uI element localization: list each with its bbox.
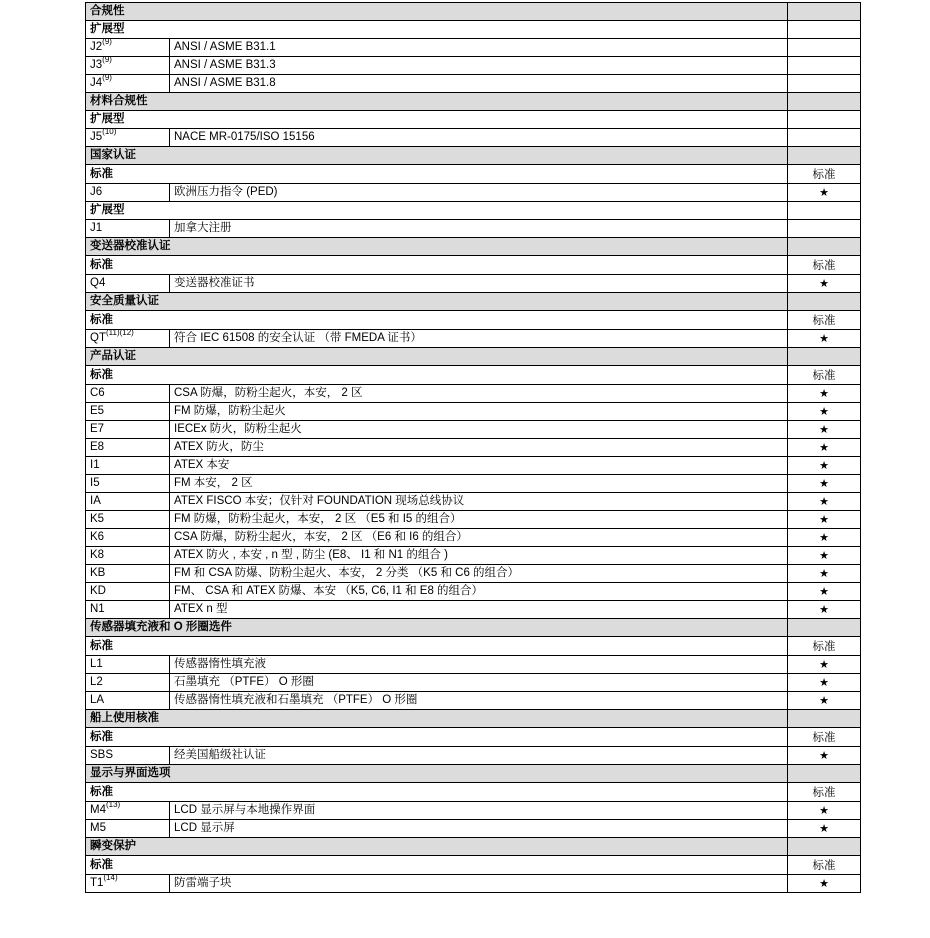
option-code-cell	[86, 457, 170, 475]
group-standard-label: 标准	[788, 165, 861, 184]
table-row	[86, 875, 861, 893]
option-code-cell	[86, 692, 170, 710]
option-description: 欧洲压力指令 (PED)	[170, 184, 788, 202]
option-description: ANSI / ASME B31.3	[170, 57, 788, 75]
group-label: 标准	[86, 165, 788, 184]
option-description: NACE MR-0175/ISO 15156	[170, 129, 788, 147]
option-description: 传感器惰性填充液	[170, 656, 788, 674]
standard-star-icon: ★	[788, 583, 861, 601]
option-description: IECEx 防火，防粉尘起火	[170, 421, 788, 439]
option-code-cell	[86, 511, 170, 529]
table-row	[86, 220, 861, 238]
footnote-ref: (9)	[102, 38, 112, 47]
group-header-row	[86, 111, 861, 129]
group-standard-label: 标准	[788, 256, 861, 275]
option-code: I1	[90, 459, 100, 471]
option-description: ATEX n 型	[170, 601, 788, 619]
option-code: J3	[90, 59, 103, 71]
standard-star-icon: ★	[788, 511, 861, 529]
option-code: M4	[90, 804, 106, 816]
option-code-cell	[86, 439, 170, 457]
option-code-cell	[86, 583, 170, 601]
option-code: KD	[90, 585, 106, 597]
option-code-cell	[86, 802, 170, 820]
empty-standard-cell	[788, 39, 861, 57]
section-spacer-cell	[788, 93, 861, 111]
option-code: QT	[90, 332, 106, 344]
group-label: 标准	[86, 311, 788, 330]
option-description: ATEX 防火 , 本安 , n 型 , 防尘 (E8、 I1 和 N1 的组合 )	[170, 547, 788, 565]
option-description: LCD 显示屏	[170, 820, 788, 838]
group-header-row	[86, 637, 861, 656]
group-header-row	[86, 165, 861, 184]
section-title: 安全质量认证	[86, 293, 788, 311]
option-code: K8	[90, 549, 105, 561]
table-row	[86, 493, 861, 511]
option-description: ANSI / ASME B31.8	[170, 75, 788, 93]
option-code: Q4	[90, 277, 106, 289]
option-code-cell	[86, 475, 170, 493]
option-code: IA	[90, 495, 101, 507]
option-code-cell	[86, 820, 170, 838]
section-header-row	[86, 3, 861, 21]
option-code-cell	[86, 421, 170, 439]
standard-star-icon: ★	[788, 747, 861, 765]
group-header-row	[86, 256, 861, 275]
option-code-cell	[86, 565, 170, 583]
table-row	[86, 656, 861, 674]
standard-star-icon: ★	[788, 330, 861, 348]
table-row	[86, 57, 861, 75]
table-row	[86, 802, 861, 820]
group-label: 扩展型	[86, 21, 788, 39]
standard-star-icon: ★	[788, 385, 861, 403]
option-code-cell	[86, 330, 170, 348]
table-row	[86, 529, 861, 547]
option-description: ANSI / ASME B31.1	[170, 39, 788, 57]
standard-star-icon: ★	[788, 493, 861, 511]
group-label: 标准	[86, 366, 788, 385]
option-code: LA	[90, 694, 105, 706]
option-code-cell	[86, 385, 170, 403]
section-spacer-cell	[788, 765, 861, 783]
option-code: J6	[90, 186, 103, 198]
section-spacer-cell	[788, 238, 861, 256]
group-label: 标准	[86, 256, 788, 275]
standard-star-icon: ★	[788, 565, 861, 583]
group-standard-label: 标准	[788, 311, 861, 330]
option-description: 变送器校准证书	[170, 275, 788, 293]
group-label: 扩展型	[86, 202, 788, 220]
option-code-cell	[86, 547, 170, 565]
option-description: ATEX FISCO 本安；仅针对 FOUNDATION 现场总线协议	[170, 493, 788, 511]
table-row	[86, 747, 861, 765]
option-code: E7	[90, 423, 105, 435]
group-standard-label	[788, 21, 861, 39]
section-spacer-cell	[788, 619, 861, 637]
option-code-cell	[86, 747, 170, 765]
section-title: 国家认证	[86, 147, 788, 165]
ordering-options-table	[85, 2, 860, 893]
section-spacer-cell	[788, 838, 861, 856]
group-header-row	[86, 366, 861, 385]
table-row	[86, 184, 861, 202]
section-spacer-cell	[788, 293, 861, 311]
option-code: M5	[90, 822, 106, 834]
table-row	[86, 547, 861, 565]
option-code-cell	[86, 129, 170, 147]
group-label: 标准	[86, 856, 788, 875]
footnote-ref: (10)	[102, 128, 117, 137]
standard-star-icon: ★	[788, 674, 861, 692]
standard-star-icon: ★	[788, 601, 861, 619]
section-title: 变送器校准认证	[86, 238, 788, 256]
section-title: 瞬变保护	[86, 838, 788, 856]
option-description: FM 防爆，防粉尘起火，本安， 2 区 （E5 和 I5 的组合）	[170, 511, 788, 529]
footnote-ref: (14)	[103, 874, 118, 883]
section-header-row	[86, 93, 861, 111]
standard-star-icon: ★	[788, 475, 861, 493]
group-label: 标准	[86, 783, 788, 802]
option-code: J1	[90, 222, 103, 234]
footnote-ref: (9)	[102, 56, 112, 65]
option-code: E5	[90, 405, 105, 417]
options-table	[85, 2, 861, 893]
option-code-cell	[86, 529, 170, 547]
standard-star-icon: ★	[788, 875, 861, 893]
section-header-row	[86, 710, 861, 728]
option-code: L1	[90, 658, 103, 670]
table-row	[86, 583, 861, 601]
option-description: ATEX 本安	[170, 457, 788, 475]
table-row	[86, 820, 861, 838]
section-spacer-cell	[788, 348, 861, 366]
standard-star-icon: ★	[788, 275, 861, 293]
option-code: J5	[90, 131, 103, 143]
standard-star-icon: ★	[788, 820, 861, 838]
options-table-body	[86, 3, 861, 893]
section-title: 产品认证	[86, 348, 788, 366]
option-code-cell	[86, 39, 170, 57]
standard-star-icon: ★	[788, 403, 861, 421]
option-code: C6	[90, 387, 105, 399]
option-code-cell	[86, 601, 170, 619]
group-standard-label	[788, 111, 861, 129]
group-header-row	[86, 311, 861, 330]
section-header-row	[86, 619, 861, 637]
section-title: 船上使用核准	[86, 710, 788, 728]
footnote-ref: (13)	[105, 801, 121, 810]
option-description: 经美国船级社认证	[170, 747, 788, 765]
footnote-ref: (9)	[102, 74, 112, 83]
standard-star-icon: ★	[788, 457, 861, 475]
standard-star-icon: ★	[788, 547, 861, 565]
option-code-cell	[86, 493, 170, 511]
section-spacer-cell	[788, 147, 861, 165]
standard-star-icon: ★	[788, 692, 861, 710]
group-header-row	[86, 21, 861, 39]
option-code-cell	[86, 220, 170, 238]
option-code-cell	[86, 75, 170, 93]
option-code: N1	[90, 603, 105, 615]
group-standard-label: 标准	[788, 783, 861, 802]
standard-star-icon: ★	[788, 529, 861, 547]
group-standard-label: 标准	[788, 856, 861, 875]
table-row	[86, 129, 861, 147]
option-description: CSA 防爆，防粉尘起火，本安， 2 区 （E6 和 I6 的组合）	[170, 529, 788, 547]
section-header-row	[86, 147, 861, 165]
option-code: SBS	[90, 749, 114, 761]
group-label: 标准	[86, 728, 788, 747]
standard-star-icon: ★	[788, 802, 861, 820]
option-description: 传感器惰性填充液和石墨填充 （PTFE） O 形圈	[170, 692, 788, 710]
option-code: T1	[90, 877, 104, 889]
section-header-row	[86, 838, 861, 856]
section-title: 合规性	[86, 3, 788, 21]
option-code: J2	[90, 41, 103, 53]
option-code-cell	[86, 57, 170, 75]
option-description: FM 和 CSA 防爆、防粉尘起火、本安， 2 分类 （K5 和 C6 的组合）	[170, 565, 788, 583]
empty-standard-cell	[788, 75, 861, 93]
option-description: ATEX 防火，防尘	[170, 439, 788, 457]
option-description: 防雷端子块	[170, 875, 788, 893]
standard-star-icon: ★	[788, 421, 861, 439]
group-header-row	[86, 856, 861, 875]
option-description: 符合 IEC 61508 的安全认证 （带 FMEDA 证书）	[170, 330, 788, 348]
table-row	[86, 75, 861, 93]
option-code-cell	[86, 875, 170, 893]
option-description: FM 本安， 2 区	[170, 475, 788, 493]
option-description: FM 防爆，防粉尘起火	[170, 403, 788, 421]
group-label: 扩展型	[86, 111, 788, 129]
section-title: 传感器填充液和 O 形圈选件	[86, 619, 788, 637]
empty-standard-cell	[788, 57, 861, 75]
section-spacer-cell	[788, 710, 861, 728]
option-code: K6	[90, 531, 105, 543]
standard-star-icon: ★	[788, 439, 861, 457]
option-code-cell	[86, 184, 170, 202]
standard-star-icon: ★	[788, 656, 861, 674]
table-row	[86, 39, 861, 57]
section-header-row	[86, 348, 861, 366]
table-row	[86, 674, 861, 692]
option-code: E8	[90, 441, 105, 453]
option-description: LCD 显示屏与本地操作界面	[170, 802, 788, 820]
option-description: CSA 防爆，防粉尘起火，本安， 2 区	[170, 385, 788, 403]
option-code: I5	[90, 477, 100, 489]
table-row	[86, 421, 861, 439]
table-row	[86, 565, 861, 583]
section-header-row	[86, 765, 861, 783]
section-title: 显示与界面选项	[86, 765, 788, 783]
table-row	[86, 475, 861, 493]
table-row	[86, 275, 861, 293]
group-header-row	[86, 728, 861, 747]
footnote-ref: (11)(12)	[105, 329, 134, 338]
option-description: FM、 CSA 和 ATEX 防爆、本安 （K5, C6, I1 和 E8 的组合）	[170, 583, 788, 601]
option-code-cell	[86, 656, 170, 674]
table-row	[86, 330, 861, 348]
group-standard-label: 标准	[788, 728, 861, 747]
standard-star-icon: ★	[788, 184, 861, 202]
option-description: 加拿大注册	[170, 220, 788, 238]
section-spacer-cell	[788, 3, 861, 21]
option-code: KB	[90, 567, 106, 579]
section-header-row	[86, 238, 861, 256]
group-header-row	[86, 783, 861, 802]
table-row	[86, 403, 861, 421]
section-header-row	[86, 293, 861, 311]
table-row	[86, 439, 861, 457]
section-title: 材料合规性	[86, 93, 788, 111]
option-code: J4	[90, 77, 103, 89]
option-code-cell	[86, 275, 170, 293]
table-row	[86, 457, 861, 475]
group-standard-label: 标准	[788, 366, 861, 385]
group-standard-label: 标准	[788, 637, 861, 656]
option-code-cell	[86, 403, 170, 421]
group-standard-label	[788, 202, 861, 220]
option-code: K5	[90, 513, 105, 525]
group-label: 标准	[86, 637, 788, 656]
table-row	[86, 692, 861, 710]
group-header-row	[86, 202, 861, 220]
table-row	[86, 385, 861, 403]
option-code: L2	[90, 676, 103, 688]
empty-standard-cell	[788, 129, 861, 147]
option-code-cell	[86, 674, 170, 692]
empty-standard-cell	[788, 220, 861, 238]
table-row	[86, 511, 861, 529]
option-description: 石墨填充 （PTFE） O 形圈	[170, 674, 788, 692]
table-row	[86, 601, 861, 619]
